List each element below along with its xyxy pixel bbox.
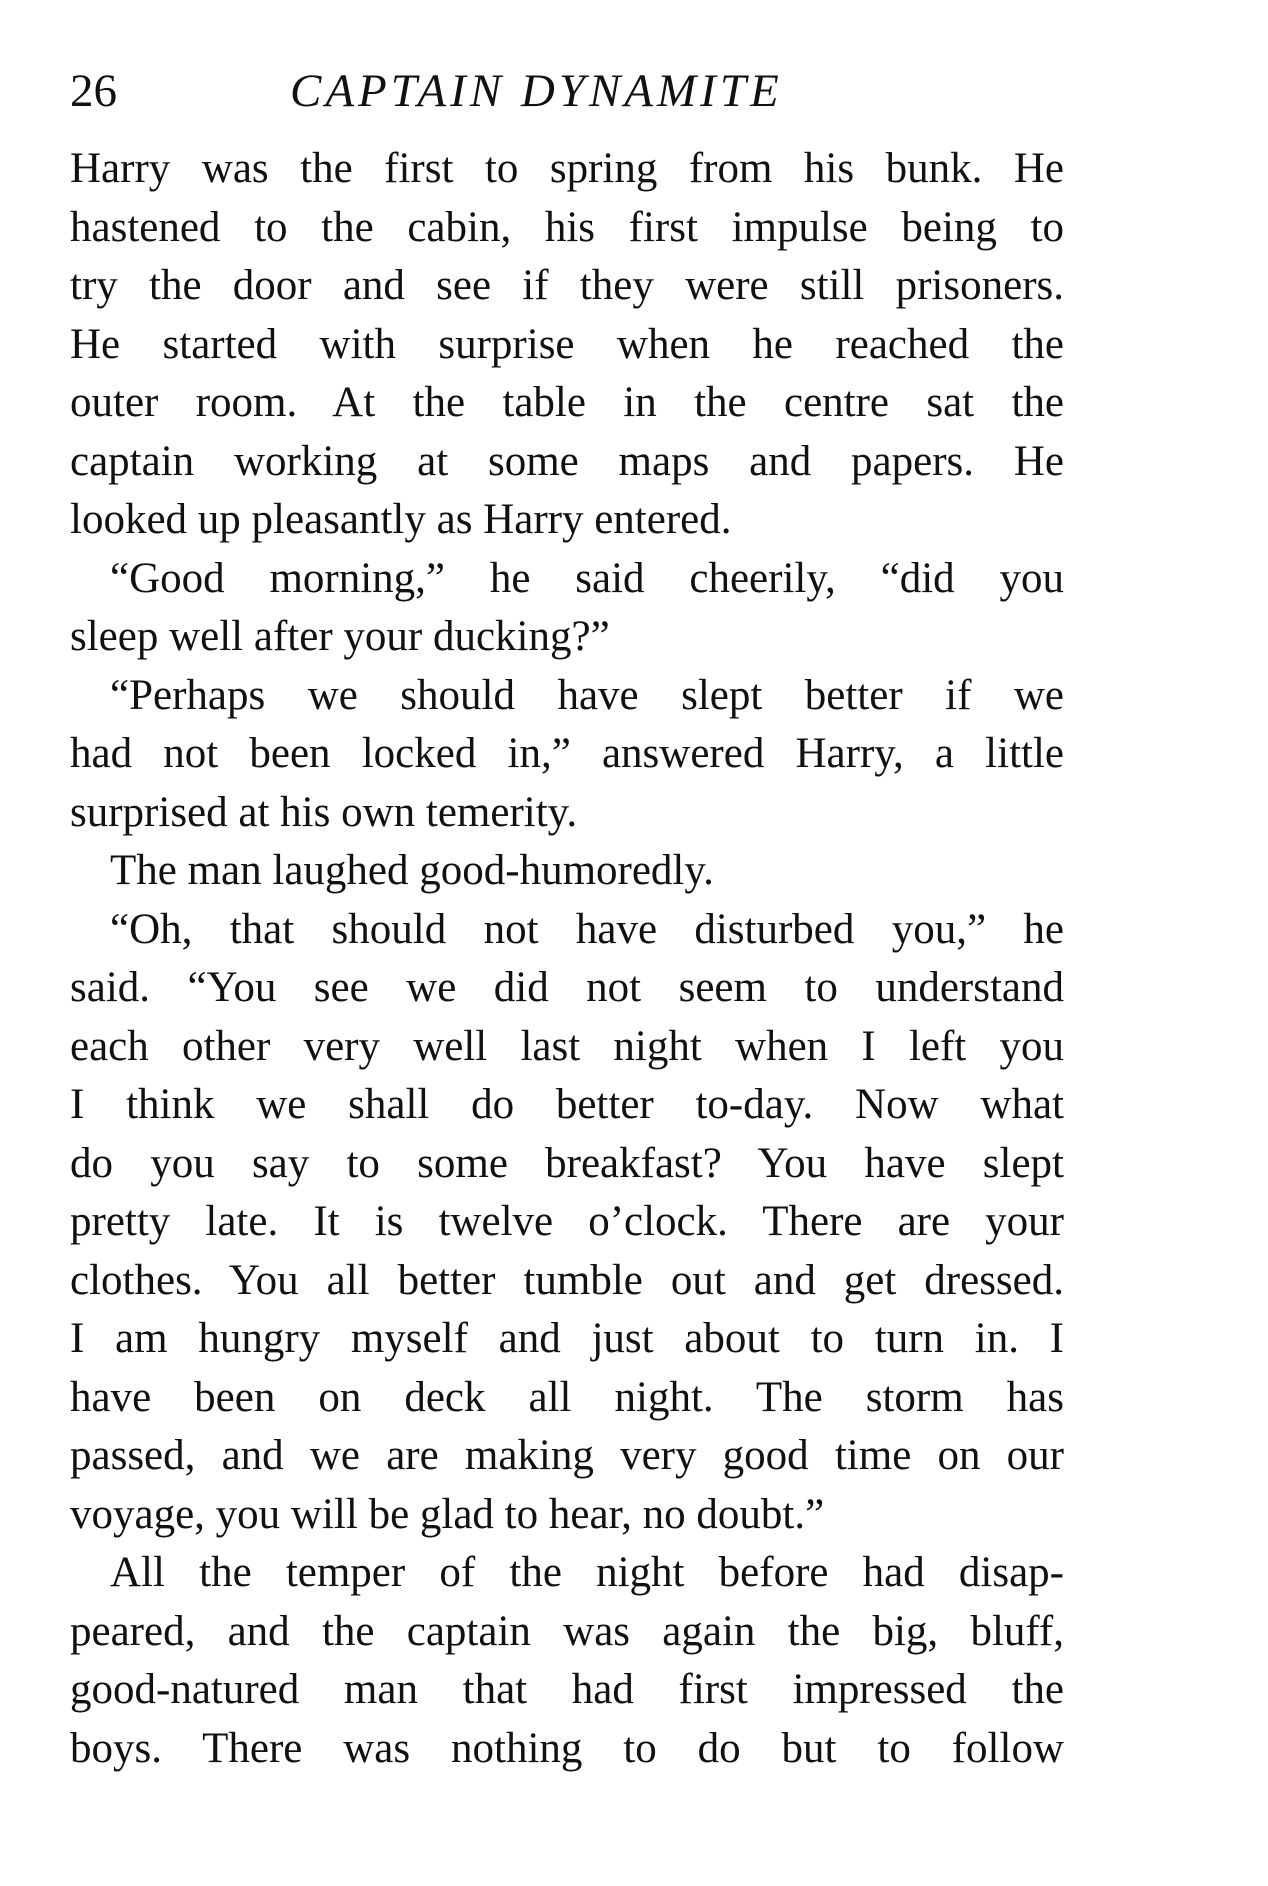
text-line: The man laughed good-humoredly. — [110, 847, 714, 894]
body-text — [70, 140, 1064, 1778]
text-line: sleep well after your ducking?” — [70, 613, 610, 660]
text-line: pretty late. It is twelve o’clock. There are your — [70, 1198, 1064, 1245]
text-line: passed, and we are making very good time on our — [70, 1432, 1064, 1479]
text-line: boys. There was nothing to do but to follow — [70, 1724, 1064, 1772]
text-line: had not been locked in,” answered Harry, a little — [70, 730, 1064, 777]
text-line: “Perhaps we should have slept better if we — [110, 671, 1064, 719]
text-line: captain working at some maps and papers. He — [70, 437, 1064, 485]
text-line: outer room. At the table in the centre sat the — [70, 379, 1064, 426]
page-header — [70, 56, 1060, 126]
text-line: each other very well last night when I left you — [70, 1022, 1064, 1070]
text-line: peared, and the captain was again the big, bluff, — [70, 1607, 1064, 1655]
text-line: said. “You see we did not seem to understand — [70, 964, 1064, 1011]
text-line: Harry was the first to spring from his bunk. He — [70, 145, 1064, 192]
text-line: clothes. You all better tumble out and get dressed. — [70, 1256, 1064, 1304]
text-line: looked up pleasantly as Harry entered. — [70, 496, 732, 543]
text-line: voyage, you will be glad to hear, no doubt.” — [70, 1490, 825, 1538]
text-line: He started with surprise when he reached the — [70, 320, 1064, 368]
text-line: try the door and see if they were still prisoners. — [70, 262, 1064, 309]
text-line: “Oh, that should not have disturbed you,” he — [110, 905, 1064, 953]
text-line: I think we shall do better to-day. Now what — [70, 1081, 1064, 1128]
text-line: All the temper of the night before had disap- — [110, 1549, 1064, 1596]
page-number: 26 — [70, 65, 117, 117]
text-line: hastened to the cabin, his first impulse being to — [70, 203, 1064, 251]
text-line: have been on deck all night. The storm has — [70, 1373, 1064, 1421]
running-title: CAPTAIN DYNAMITE — [290, 65, 783, 117]
text-line: “Good morning,” he said cheerily, “did you — [110, 554, 1064, 602]
text-line: I am hungry myself and just about to turn in. I — [70, 1315, 1064, 1362]
text-line: surprised at his own temerity. — [70, 788, 578, 836]
text-line: good-natured man that had first impressed the — [70, 1666, 1064, 1713]
text-line: do you say to some breakfast? You have slept — [70, 1139, 1064, 1187]
